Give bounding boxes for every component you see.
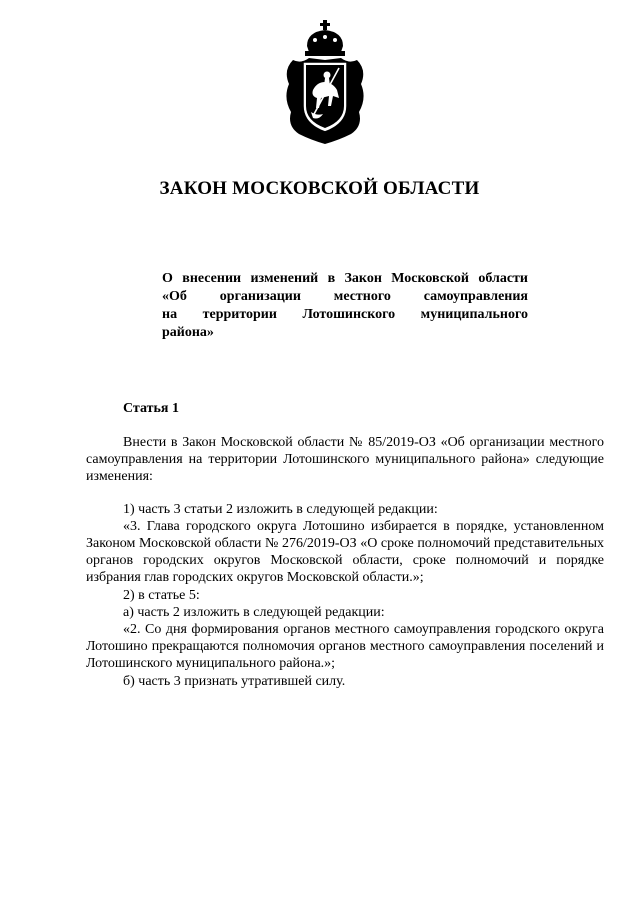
article-heading: Статья 1 <box>123 401 179 416</box>
paragraph: «2. Со дня формирования органов местного самоуправления городского округа Лотошино прекращаются полномочия органов местного самоуправления поселений и Лотошинского муниципального района.»; <box>86 622 604 672</box>
law-subject <box>162 270 528 342</box>
paragraph: 1) часть 3 статьи 2 изложить в следующей редакции: <box>123 501 438 517</box>
paragraph: «3. Глава городского округа Лотошино избирается в порядке, установленном Законом Московской области № 276/2019-ОЗ «О сроке полномочий представительных органов городских округов Московской области, сроке полномочий и порядке избрания глав городских округов Московской области.»; <box>86 518 604 586</box>
article-body <box>86 434 604 690</box>
paragraph: а) часть 2 изложить в следующей редакции: <box>123 604 385 620</box>
law-subject-line: «Об организации местного самоуправления <box>162 289 528 304</box>
paragraph: б) часть 3 признать утратившей силу. <box>123 673 346 689</box>
law-subject-line: на территории Лотошинского муниципального <box>162 307 528 322</box>
paragraph: 2) в статье 5: <box>123 587 200 603</box>
law-title: ЗАКОН МОСКОВСКОЙ ОБЛАСТИ <box>159 178 480 199</box>
law-subject-line: района» <box>162 325 214 340</box>
coat-of-arms-icon <box>283 20 367 146</box>
law-subject-line: О внесении изменений в Закон Московской области <box>162 271 528 286</box>
paragraph: Внести в Закон Московской области № 85/2019-ОЗ «Об организации местного самоуправления на территории Лотошинского муниципального района» следующие изменения: <box>86 435 604 485</box>
